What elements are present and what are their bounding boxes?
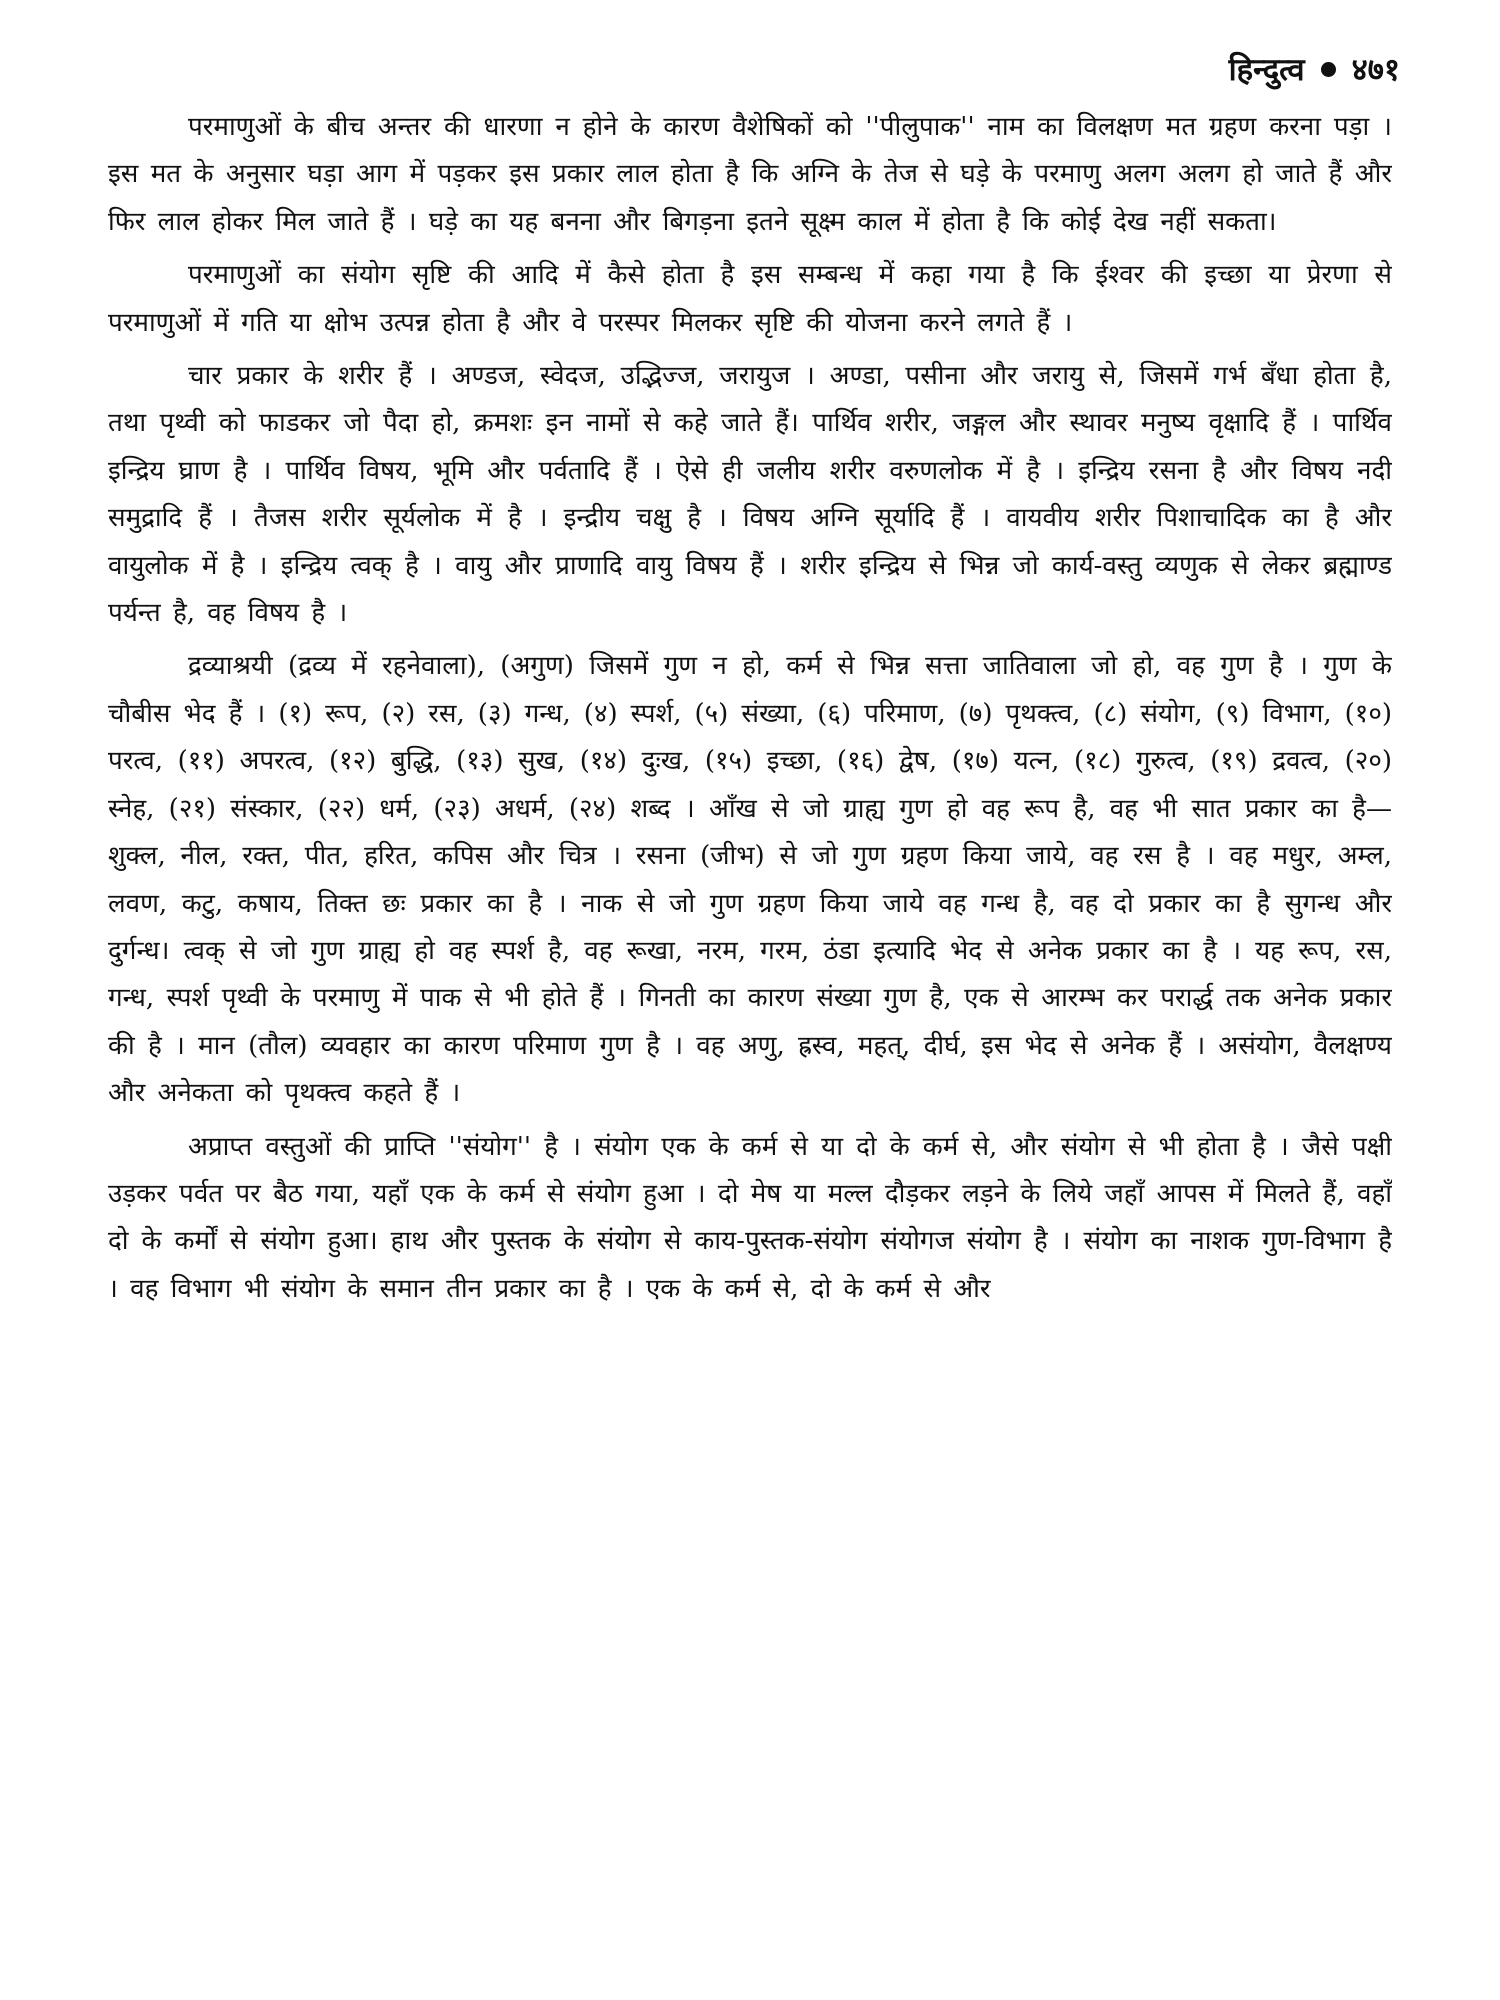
page-number: ४७१ [1351, 52, 1400, 88]
header-title: हिन्दुत्व [1228, 52, 1305, 88]
running-header [1229, 48, 1400, 90]
paragraph-creation: परमाणुओं का संयोग सृष्टि की आदि में कैसे होता है इस सम्बन्ध में कहा गया है कि ईश्वर की इच्छा या प्रेरणा से परमाणुओं में गति या क्षोभ उत्पन्न होता है और वे परस्पर मिलकर सृष्टि की योजना करने लगते हैं । [108, 260, 1392, 338]
paragraph-samyoga: अप्राप्त वस्तुओं की प्राप्ति ''संयोग'' है । संयोग एक के कर्म से या दो के कर्म से, और संयोग से भी होता है । जैसे पक्षी उड़कर पर्वत पर बैठ गया, यहाँ एक के कर्म से संयोग हुआ । दो मेष या मल्ल दौड़कर लड़ने के लिये जहाँ आपस में मिलते हैं, वहाँ दो के कर्मों से संयोग हुआ। हाथ और पुस्तक के संयोग से काय-पुस्तक-संयोग संयोगज संयोग है । संयोग का नाशक गुण-विभाग है । वह विभाग भी संयोग के समान तीन प्रकार का है । एक के कर्म से, दो के कर्म से और [108, 1131, 1392, 1304]
paragraph-pilupaka: परमाणुओं के बीच अन्तर की धारणा न होने के कारण वैशेषिकों को ''पीलुपाक'' नाम का विलक्षण मत ग्रहण करना पड़ा । इस मत के अनुसार घड़ा आग में पड़कर इस प्रकार लाल होता है कि अग्नि के तेज से घड़े के परमाणु अलग अलग हो जाते हैं और फिर लाल होकर मिल जाते हैं । घड़े का यह बनना और बिगड़ना इतने सूक्ष्म काल में होता है कि कोई देख नहीं सकता। [108, 112, 1392, 237]
paragraph-qualities: द्रव्याश्रयी (द्रव्य में रहनेवाला), (अगुण) जिसमें गुण न हो, कर्म से भिन्न सत्ता जातिवाला जो हो, वह गुण है । गुण के चौबीस भेद हैं । (१) रूप, (२) रस, (३) गन्ध, (४) स्पर्श, (५) संख्या, (६) परिमाण, (७) पृथक्त्व, (८) संयोग, (९) विभाग, (१०) परत्व, (११) अपरत्व, (१२) बुद्धि, (१३) सुख, (१४) दुःख, (१५) इच्छा, (१६) द्वेष, (१७) यत्न, (१८) गुरुत्व, (१९) द्रवत्व, (२०) स्नेह, (२१) संस्कार, (२२) धर्म, (२३) अधर्म, (२४) शब्द । आँख से जो ग्राह्य गुण हो वह रूप है, वह भी सात प्रकार का है—शुक्ल, नील, रक्त, पीत, हरित, कपिस और चित्र । रसना (जीभ) से जो गुण ग्रहण किया जाये, वह रस है । वह मधुर, अम्ल, लवण, कटु, कषाय, तिक्त छः प्रकार का है । नाक से जो गुण ग्रहण किया जाये वह गन्ध है, वह दो प्रकार का है सुगन्ध और दुर्गन्ध। त्वक् से जो गुण ग्राह्य हो वह स्पर्श है, वह रूखा, नरम, गरम, ठंडा इत्यादि भेद से अनेक प्रकार का है । यह रूप, रस, गन्ध, स्पर्श पृथ्वी के परमाणु में पाक से भी होते हैं । गिनती का कारण संख्या गुण है, एक से आरम्भ कर परार्द्ध तक अनेक प्रकार की है । मान (तौल) व्यवहार का कारण परिमाण गुण है । वह अणु, ह्रस्व, महत्, दीर्घ, इस भेद से अनेक हैं । असंयोग, वैलक्षण्य और अनेकता को पृथक्त्व कहते हैं । [108, 651, 1392, 1109]
bullet-icon [1321, 62, 1336, 77]
page-body [108, 104, 1392, 1964]
paragraph-bodies: चार प्रकार के शरीर हैं । अण्डज, स्वेदज, उद्भिज्ज, जरायुज । अण्डा, पसीना और जरायु से, जिसमें गर्भ बँधा होता है, तथा पृथ्वी को फाडकर जो पैदा हो, क्रमशः इन नामों से कहे जाते हैं। पार्थिव शरीर, जङ्गल और स्थावर मनुष्य वृक्षादि हैं । पार्थिव इन्द्रिय घ्राण है । पार्थिव विषय, भूमि और पर्वतादि हैं । ऐसे ही जलीय शरीर वरुणलोक में है । इन्द्रिय रसना है और विषय नदी समुद्रादि हैं । तैजस शरीर सूर्यलोक में है । इन्द्रीय चक्षु है । विषय अग्नि सूर्यादि हैं । वायवीय शरीर पिशाचादिक का है और वायुलोक में है । इन्द्रिय त्वक् है । वायु और प्राणादि वायु विषय हैं । शरीर इन्द्रिय से भिन्न जो कार्य-वस्तु व्यणुक से लेकर ब्रह्माण्ड पर्यन्त है, वह विषय है । [108, 361, 1392, 629]
